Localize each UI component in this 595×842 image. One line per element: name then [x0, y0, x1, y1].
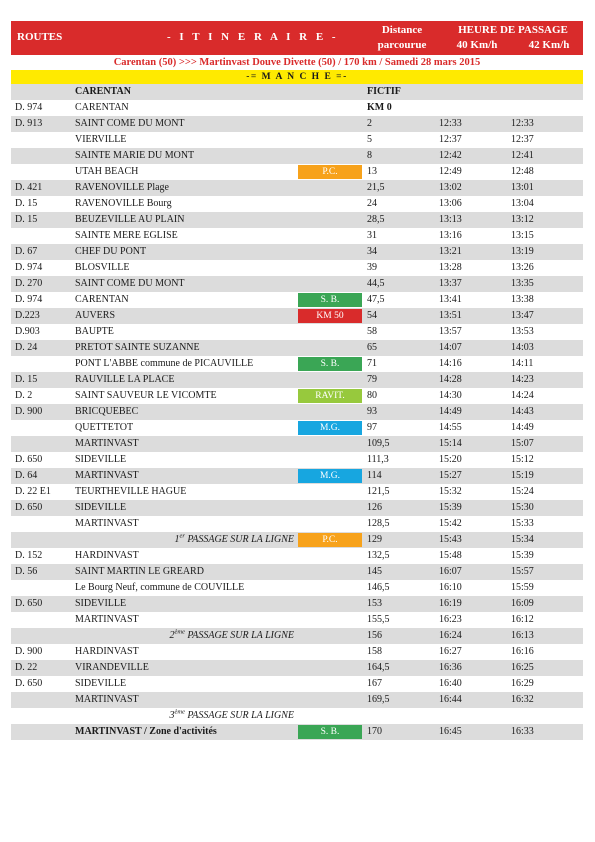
time-42-cell: 16:09: [511, 598, 534, 609]
time-42-cell: 15:12: [511, 454, 534, 465]
table-row: [11, 100, 583, 116]
distance-cell: 111,3: [367, 454, 389, 465]
time-40-cell: 14:49: [439, 406, 462, 417]
place-cell: TEURTHEVILLE HAGUE: [75, 486, 187, 497]
table-row: [11, 580, 583, 596]
route-cell: D. 24: [15, 342, 38, 353]
table-row: [11, 436, 583, 452]
place-cell: MARTINVAST: [75, 470, 139, 481]
checkpoint-badge: P.C.: [298, 165, 362, 179]
route-cell: D. 152: [15, 550, 43, 561]
place-cell: CARENTAN: [75, 294, 129, 305]
time-42-cell: 15:24: [511, 486, 534, 497]
time-40-cell: 16:07: [439, 566, 462, 577]
passage-ordinal: er: [179, 532, 185, 540]
passage-label: [75, 708, 294, 724]
time-42-cell: 15:19: [511, 470, 534, 481]
passage-time-heading: HEURE DE PASSAGE: [458, 24, 568, 36]
time-40-cell: 13:13: [439, 214, 462, 225]
time-40-cell: 15:48: [439, 550, 462, 561]
distance-cell: 145: [367, 566, 382, 577]
place-cell: Le Bourg Neuf, commune de COUVILLE: [75, 582, 245, 593]
time-40-cell: 12:37: [439, 134, 462, 145]
place-cell: RAVENOVILLE Plage: [75, 182, 169, 193]
passage-label: [75, 532, 294, 548]
time-42-cell: 16:13: [511, 630, 534, 641]
route-cell: D. 270: [15, 278, 43, 289]
distance-cell: 167: [367, 678, 382, 689]
race-subtitle: Carentan (50) >>> Martinvast Douve Divette (50) / 170 km / Samedi 28 mars 2015: [113, 57, 481, 68]
time-42-cell: 13:12: [511, 214, 534, 225]
place-cell: RAVENOVILLE Bourg: [75, 198, 172, 209]
distance-cell: 65: [367, 342, 377, 353]
distance-cell: 121,5: [367, 486, 390, 497]
time-40-cell: 15:27: [439, 470, 462, 481]
table-row: [11, 660, 583, 676]
time-42-cell: 15:57: [511, 566, 534, 577]
time-40-cell: 16:27: [439, 646, 462, 657]
time-40-cell: 14:55: [439, 422, 462, 433]
table-row: [11, 404, 583, 420]
distance-cell: KM 0: [367, 102, 392, 113]
distance-cell: 2: [367, 118, 372, 129]
distance-cell: 31: [367, 230, 377, 241]
time-40-cell: 16:40: [439, 678, 462, 689]
distance-cell: 156: [367, 630, 382, 641]
place-cell: HARDINVAST: [75, 646, 139, 657]
time-40-cell: 13:51: [439, 310, 462, 321]
table-row: [11, 372, 583, 388]
place-cell: SIDEVILLE: [75, 454, 127, 465]
time-40-cell: 12:33: [439, 118, 462, 129]
passage-text: PASSAGE SUR LA LIGNE: [184, 630, 294, 641]
time-40-cell: 14:07: [439, 342, 462, 353]
distance-cell: 79: [367, 374, 377, 385]
time-40-cell: 15:20: [439, 454, 462, 465]
table-row: [11, 564, 583, 580]
route-cell: D. 15: [15, 214, 38, 225]
time-40-cell: 12:42: [439, 150, 462, 161]
distance-cell: 44,5: [367, 278, 385, 289]
route-cell: D. 421: [15, 182, 43, 193]
checkpoint-badge: RAVIT.: [298, 389, 362, 403]
place-cell: SIDEVILLE: [75, 502, 127, 513]
place-cell: UTAH BEACH: [75, 166, 139, 177]
checkpoint-badge: S. B.: [298, 725, 362, 739]
place-cell: BAUPTE: [75, 326, 114, 337]
table-row: [11, 324, 583, 340]
time-42-cell: 12:48: [511, 166, 534, 177]
passage-number: 2: [169, 630, 175, 641]
time-42-cell: 13:01: [511, 182, 534, 193]
time-42-cell: 14:11: [511, 358, 534, 369]
place-cell: RAUVILLE LA PLACE: [75, 374, 175, 385]
route-cell: D. 650: [15, 598, 43, 609]
passage-ordinal: ème: [174, 628, 185, 636]
time-42-cell: 13:19: [511, 246, 534, 257]
time-40-cell: 13:16: [439, 230, 462, 241]
place-cell: SAINT SAUVEUR LE VICOMTE: [75, 390, 217, 401]
distance-cell: 58: [367, 326, 377, 337]
table-row: [11, 420, 583, 436]
place-cell: BRICQUEBEC: [75, 406, 139, 417]
table-row: [11, 692, 583, 708]
route-cell: D.223: [15, 310, 40, 321]
time-40-cell: 15:32: [439, 486, 462, 497]
distance-cell: 47,5: [367, 294, 385, 305]
time-40-cell: 15:14: [439, 438, 462, 449]
table-row: [11, 644, 583, 660]
time-42-cell: 16:16: [511, 646, 534, 657]
time-42-cell: 16:25: [511, 662, 534, 673]
time-42-cell: 13:35: [511, 278, 534, 289]
time-42-cell: 14:23: [511, 374, 534, 385]
distance-cell: 129: [367, 534, 382, 545]
distance-cell: 158: [367, 646, 382, 657]
table-row: [11, 148, 583, 164]
place-cell: PONT L'ABBE commune de PICAUVILLE: [75, 358, 254, 369]
time-42-cell: 12:33: [511, 118, 534, 129]
table-row: [11, 260, 583, 276]
time-40-cell: 13:57: [439, 326, 462, 337]
time-40-cell: 16:45: [439, 726, 462, 737]
checkpoint-badge: S. B.: [298, 357, 362, 371]
place-cell: SIDEVILLE: [75, 598, 127, 609]
route-cell: D. 900: [15, 406, 43, 417]
table-row: [11, 596, 583, 612]
place-cell: HARDINVAST: [75, 550, 139, 561]
route-cell: D. 913: [15, 118, 43, 129]
time-40-cell: 16:24: [439, 630, 462, 641]
time-42-cell: 14:43: [511, 406, 534, 417]
table-row: [11, 180, 583, 196]
route-cell: D. 650: [15, 678, 43, 689]
passage-number: 3: [169, 710, 175, 721]
time-40-cell: 15:39: [439, 502, 462, 513]
place-cell: MARTINVAST: [75, 694, 139, 705]
time-42-cell: 16:29: [511, 678, 534, 689]
passage-ordinal: ème: [174, 708, 185, 716]
table-row: [11, 708, 583, 724]
distance-cell: 13: [367, 166, 377, 177]
time-40-cell: 16:36: [439, 662, 462, 673]
time-42-cell: 15:30: [511, 502, 534, 513]
route-cell: D. 650: [15, 454, 43, 465]
checkpoint-badge: M.G.: [298, 469, 362, 483]
table-row: [11, 308, 583, 324]
route-cell: D. 15: [15, 374, 38, 385]
time-42-cell: 13:04: [511, 198, 534, 209]
route-cell: D. 974: [15, 262, 43, 273]
time-40-cell: 13:41: [439, 294, 462, 305]
distance-cell: 39: [367, 262, 377, 273]
time-42-cell: 16:33: [511, 726, 534, 737]
place-cell: BEUZEVILLE AU PLAIN: [75, 214, 185, 225]
place-cell: QUETTETOT: [75, 422, 134, 433]
place-cell: BLOSVILLE: [75, 262, 130, 273]
place-cell: AUVERS: [75, 310, 116, 321]
route-cell: D. 900: [15, 646, 43, 657]
place-cell: SAINT COME DU MONT: [75, 278, 185, 289]
time-42-cell: 12:41: [511, 150, 534, 161]
time-40-cell: 16:19: [439, 598, 462, 609]
checkpoint-badge: S. B.: [298, 293, 362, 307]
region-banner: -= M A N C H E =-: [11, 70, 583, 84]
route-cell: D. 22 E1: [15, 486, 51, 497]
place-cell: VIERVILLE: [75, 134, 127, 145]
place-cell: SAINT MARTIN LE GREARD: [75, 566, 204, 577]
distance-cell: 5: [367, 134, 372, 145]
distance-heading: Distance: [381, 24, 423, 36]
time-40-cell: 13:37: [439, 278, 462, 289]
distance-cell: 128,5: [367, 518, 390, 529]
time-42-cell: 15:59: [511, 582, 534, 593]
time-40-cell: 14:16: [439, 358, 462, 369]
table-row: [11, 628, 583, 644]
time-40-cell: 13:06: [439, 198, 462, 209]
distance-cell: 153: [367, 598, 382, 609]
checkpoint-badge: M.G.: [298, 421, 362, 435]
time-40-cell: 16:44: [439, 694, 462, 705]
time-40-cell: 13:02: [439, 182, 462, 193]
time-42-cell: 13:53: [511, 326, 534, 337]
routes-heading: ROUTES: [17, 31, 63, 43]
distance-cell: 54: [367, 310, 377, 321]
itinerary-rows: [11, 100, 583, 740]
table-row: [11, 500, 583, 516]
place-cell: SIDEVILLE: [75, 678, 127, 689]
table-row: [11, 212, 583, 228]
place-cell: MARTINVAST: [75, 518, 139, 529]
route-cell: D. 56: [15, 566, 38, 577]
distance-subheading: parcourue: [377, 39, 427, 51]
time-42-cell: 15:39: [511, 550, 534, 561]
time-42-cell: 15:34: [511, 534, 534, 545]
column-header-row: [11, 84, 583, 100]
time-42-cell: 15:07: [511, 438, 534, 449]
table-row: [11, 676, 583, 692]
route-cell: D. 974: [15, 294, 43, 305]
place-cell: SAINTE MERE EGLISE: [75, 230, 178, 241]
distance-cell: 34: [367, 246, 377, 257]
distance-cell: 71: [367, 358, 377, 369]
distance-cell: 170: [367, 726, 382, 737]
table-header: [11, 21, 583, 55]
table-row: [11, 468, 583, 484]
time-42-cell: 13:15: [511, 230, 534, 241]
table-row: [11, 292, 583, 308]
place-cell: SAINT COME DU MONT: [75, 118, 185, 129]
time-40-cell: 14:30: [439, 390, 462, 401]
distance-cell: 164,5: [367, 662, 390, 673]
table-row: [11, 196, 583, 212]
table-row: [11, 244, 583, 260]
table-row: [11, 228, 583, 244]
table-row: [11, 388, 583, 404]
distance-cell: 132,5: [367, 550, 390, 561]
time-42-cell: 13:26: [511, 262, 534, 273]
time-42-cell: 15:33: [511, 518, 534, 529]
distance-cell: 21,5: [367, 182, 385, 193]
place-cell: MARTINVAST: [75, 614, 139, 625]
time-42-cell: 13:38: [511, 294, 534, 305]
time-42-cell: 14:24: [511, 390, 534, 401]
table-row: [11, 132, 583, 148]
time-40-cell: 13:28: [439, 262, 462, 273]
speed-42-heading: 42 Km/h: [528, 39, 570, 51]
fictif-label: FICTIF: [367, 86, 401, 97]
route-cell: D. 2: [15, 390, 33, 401]
distance-cell: 97: [367, 422, 377, 433]
route-cell: D. 650: [15, 502, 43, 513]
table-row: [11, 356, 583, 372]
time-40-cell: 13:21: [439, 246, 462, 257]
time-40-cell: 15:43: [439, 534, 462, 545]
time-42-cell: 16:32: [511, 694, 534, 705]
passage-label: [75, 628, 294, 644]
time-42-cell: 14:49: [511, 422, 534, 433]
place-cell: CHEF DU PONT: [75, 246, 147, 257]
route-cell: D. 22: [15, 662, 38, 673]
time-40-cell: 14:28: [439, 374, 462, 385]
time-40-cell: 12:49: [439, 166, 462, 177]
table-row: [11, 548, 583, 564]
table-row: [11, 276, 583, 292]
start-place-label: CARENTAN: [75, 86, 131, 97]
place-cell: MARTINVAST / Zone d'activités: [75, 726, 217, 737]
table-row: [11, 724, 583, 740]
speed-40-heading: 40 Km/h: [456, 39, 498, 51]
time-40-cell: 16:23: [439, 614, 462, 625]
time-42-cell: 12:37: [511, 134, 534, 145]
time-42-cell: 14:03: [511, 342, 534, 353]
passage-text: PASSAGE SUR LA LIGNE: [184, 534, 294, 545]
place-cell: SAINTE MARIE DU MONT: [75, 150, 195, 161]
distance-cell: 93: [367, 406, 377, 417]
distance-cell: 24: [367, 198, 377, 209]
distance-cell: 146,5: [367, 582, 390, 593]
table-row: [11, 612, 583, 628]
place-cell: PRETOT SAINTE SUZANNE: [75, 342, 200, 353]
distance-cell: 80: [367, 390, 377, 401]
distance-cell: 114: [367, 470, 382, 481]
place-cell: MARTINVAST: [75, 438, 139, 449]
route-cell: D.903: [15, 326, 40, 337]
passage-number: 1: [174, 534, 180, 545]
table-row: [11, 484, 583, 500]
route-cell: D. 67: [15, 246, 38, 257]
route-cell: D. 15: [15, 198, 38, 209]
distance-cell: 109,5: [367, 438, 390, 449]
route-cell: D. 64: [15, 470, 38, 481]
table-row: [11, 452, 583, 468]
place-cell: CARENTAN: [75, 102, 129, 113]
place-cell: VIRANDEVILLE: [75, 662, 149, 673]
distance-cell: 28,5: [367, 214, 385, 225]
time-40-cell: 16:10: [439, 582, 462, 593]
table-row: [11, 532, 583, 548]
table-row: [11, 516, 583, 532]
distance-cell: 155,5: [367, 614, 390, 625]
table-row: [11, 340, 583, 356]
itinerary-heading: - I T I N E R A I R E -: [167, 31, 339, 43]
time-40-cell: 15:42: [439, 518, 462, 529]
time-42-cell: 13:47: [511, 310, 534, 321]
table-row: [11, 116, 583, 132]
distance-cell: 126: [367, 502, 382, 513]
itinerary-sheet: [11, 21, 583, 740]
table-row: [11, 164, 583, 180]
time-42-cell: 16:12: [511, 614, 534, 625]
distance-cell: 169,5: [367, 694, 390, 705]
checkpoint-badge: KM 50: [298, 309, 362, 323]
passage-text: PASSAGE SUR LA LIGNE: [184, 710, 294, 721]
checkpoint-badge: P.C.: [298, 533, 362, 547]
distance-cell: 8: [367, 150, 372, 161]
route-cell: D. 974: [15, 102, 43, 113]
